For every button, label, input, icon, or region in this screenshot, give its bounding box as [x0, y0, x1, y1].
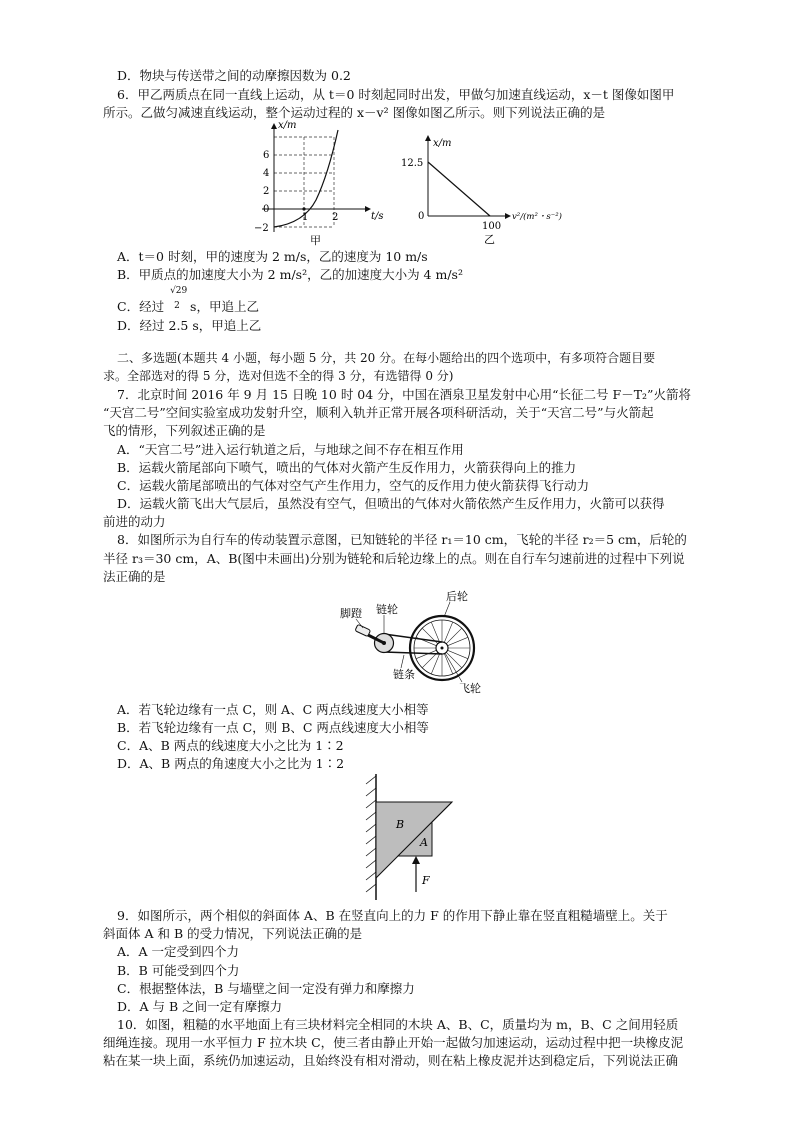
section-2-heading-line-1: 二、多选题(本题共 4 小题，每小题 5 分，共 20 分。在每小题给出的四个选项中，有多项符合题目要	[117, 351, 656, 365]
rear-wheel-label: 后轮	[446, 590, 468, 603]
q7-option-d-line-2: 前进的动力	[103, 514, 166, 529]
q9-option-d: D．A 与 B 之间一定有摩擦力	[117, 999, 283, 1014]
q6-option-c-fraction	[168, 286, 188, 315]
q8-option-c: C．A、B 两点的线速度大小之比为 1∶2	[117, 738, 344, 753]
graph-yi	[398, 132, 578, 248]
graph-jia-ytick-6: 6	[263, 150, 270, 161]
q9-stem-line-1: 9．如图所示，两个相似的斜面体 A、B 在竖直向上的力 F 的作用下静止靠在竖直粗糙墙壁上。关于	[117, 908, 668, 923]
bicycle-transmission-figure	[338, 586, 508, 694]
force-arrow-head	[412, 856, 420, 864]
wall-wedges-figure	[364, 774, 472, 902]
graph-yi-ylabel: x/m	[433, 138, 452, 149]
graph-jia-ylabel: x/m	[278, 120, 297, 131]
q7-option-c: C．运载火箭尾部喷出的气体对空气产生作用力，空气的反作用力使火箭获得飞行动力	[117, 478, 590, 493]
q6-option-b: B．甲质点的加速度大小为 2 m/s²，乙的加速度大小为 4 m/s²	[117, 267, 463, 282]
q8-option-d: D．A、B 两点的角速度大小之比为 1∶2	[117, 756, 345, 771]
section-2-heading-line-2: 求。全部选对的得 5 分，选对但选不全的得 3 分，有选错得 0 分)	[103, 369, 454, 383]
q6-stem-line-1: 6．甲乙两质点在同一直线上运动，从 t＝0 时刻起同时出发，甲做匀加速直线运动，x－t 图像如图甲	[117, 87, 675, 102]
q7-option-a: A．“天宫二号”进入运行轨道之后，与地球之间不存在相互作用	[117, 442, 464, 457]
q6-option-c-suffix: s，甲追上乙	[190, 299, 259, 314]
q10-stem-line-2: 细绳连接。现用一水平恒力 F 拉木块 C，使三者由静止开始一起做匀加速运动，运动过程中把一块橡皮泥	[103, 1035, 684, 1050]
q6-option-d: D．经过 2.5 s，甲追上乙	[117, 318, 262, 333]
q9-option-c: C．根据整体法，B 与墙壁之间一定没有弹力和摩擦力	[117, 981, 415, 996]
q5-option-d: D．物块与传送带之间的动摩擦因数为 0.2	[117, 68, 351, 83]
q8-option-a: A．若飞轮边缘有一点 C，则 A、C 两点线速度大小相等	[117, 702, 429, 717]
q6-option-a: A．t＝0 时刻，甲的速度为 2 m/s，乙的速度为 10 m/s	[117, 249, 428, 264]
graph-jia-xtick-2: 2	[332, 212, 339, 223]
label-b: B	[396, 818, 405, 831]
flywheel-label: 飞轮	[459, 682, 481, 694]
graph-yi-origin: 0	[418, 211, 425, 222]
q10-stem-line-3: 粘在某一块上面，系统仍加速运动，且始终没有相对滑动，则在粘上橡皮泥并达到稳定后，下列说法正确	[103, 1053, 679, 1068]
graph-yi-xlabel: v²/(m²・s⁻²)	[512, 212, 562, 222]
graph-jia-ytick-0: 0	[263, 204, 270, 215]
q6-option-c	[117, 286, 259, 315]
graph-jia-caption: 甲	[310, 234, 321, 247]
q7-option-d-line-1: D．运载火箭飞出大气层后，虽然没有空气，但喷出的气体对火箭依然产生反作用力，火箭可以获得	[117, 496, 665, 511]
q8-stem-line-1: 8．如图所示为自行车的传动装置示意图，已知链轮的半径 r₁＝10 cm，飞轮的半径 r₂＝5 cm，后轮的	[117, 532, 687, 547]
chainring-label: 链轮	[376, 603, 398, 616]
q8-stem-line-2: 半径 r₃＝30 cm，A、B(图中未画出)分别为链轮和后轮边缘上的点。则在自行车匀速前进的过程中下列说	[103, 551, 685, 566]
q9-option-a: A．A 一定受到四个力	[117, 944, 240, 959]
q7-option-b: B．运载火箭尾部向下喷气，喷出的气体对火箭产生反作用力，火箭获得向上的推力	[117, 460, 577, 475]
graph-yi-yvalue: 12.5	[401, 158, 424, 169]
graph-jia-xtick-1: 1	[302, 212, 309, 223]
q8-option-b: B．若飞轮边缘有一点 C，则 B、C 两点线速度大小相等	[117, 720, 429, 735]
label-a: A	[420, 836, 428, 849]
q6-option-c-prefix: C．经过	[117, 299, 165, 314]
graph-yi-line	[428, 162, 490, 216]
q6-option-c-numerator: √29	[170, 286, 188, 296]
chain-label: 链条	[393, 668, 415, 681]
graph-jia-ytick-2: 2	[263, 186, 270, 197]
chain-lower	[384, 652, 442, 654]
wall-hatching	[366, 776, 376, 892]
q6-stem-line-2: 所示。乙做匀减速直线运动，整个运动过程的 x－v² 图像如图乙所示。则下列说法正确的是	[103, 105, 606, 120]
label-f: F	[422, 874, 430, 887]
q7-stem-line-2: “天宫二号”空间实验室成功发射升空，顺利入轨并正常开展各项科研活动，关于“天宫二号”与火箭起	[103, 405, 654, 420]
graph-jia	[248, 120, 398, 248]
pedal-label: 脚蹬	[340, 607, 362, 620]
q9-option-b: B．B 可能受到四个力	[117, 963, 240, 978]
q10-stem-line-1: 10．如图，粗糙的水平地面上有三块材料完全相同的木块 A、B、C，质量均为 m，B、C 之间用轻质	[117, 1017, 679, 1032]
graph-yi-caption: 乙	[484, 233, 495, 246]
graph-jia-point	[302, 207, 305, 210]
q8-stem-line-3: 法正确的是	[103, 569, 166, 584]
graph-jia-ytick-neg2: −2	[254, 223, 269, 234]
q7-stem-line-3: 飞的情形，下列叙述正确的是	[103, 423, 266, 438]
graph-jia-ytick-4: 4	[263, 168, 270, 179]
q6-option-c-denominator: 2	[174, 301, 180, 311]
q7-stem-line-1: 7．北京时间 2016 年 9 月 15 日晚 10 时 04 分，中国在酒泉卫星发射中心用“长征二号 F－T₂”火箭将	[117, 387, 691, 402]
graph-yi-xvalue: 100	[482, 221, 502, 232]
q9-stem-line-2: 斜面体 A 和 B 的受力情况，下列说法正确的是	[103, 926, 363, 941]
pedal	[355, 624, 371, 636]
graph-jia-xlabel: t/s	[371, 211, 384, 222]
